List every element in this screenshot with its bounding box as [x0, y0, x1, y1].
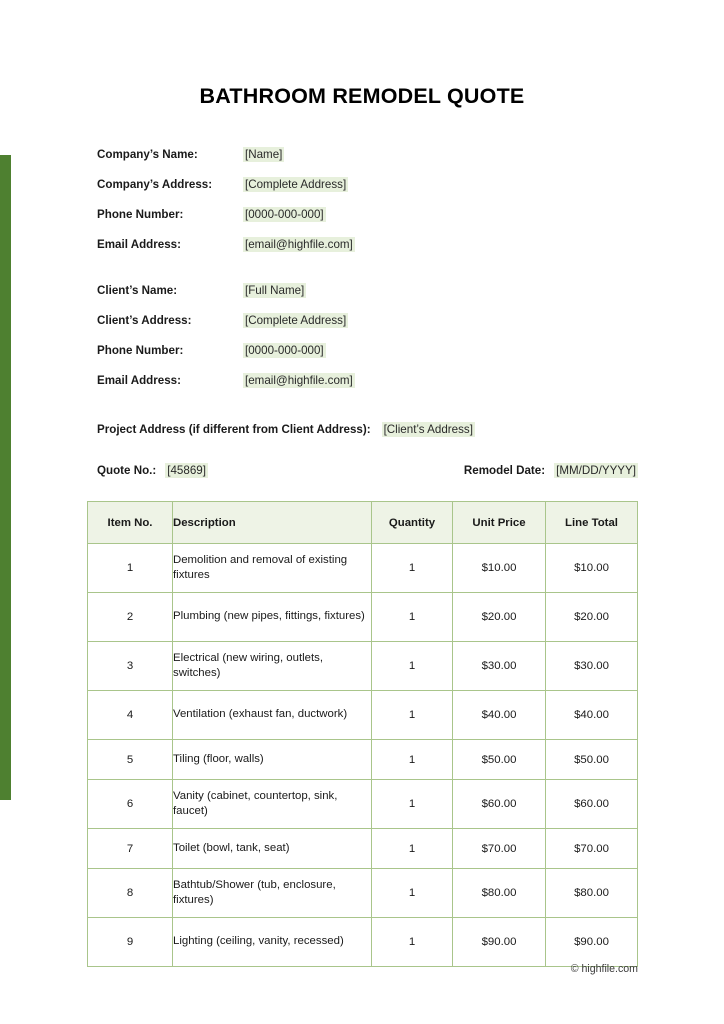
- table-row: [88, 642, 638, 691]
- line-items-header: [88, 502, 638, 544]
- cell-line-total: $50.00: [546, 740, 638, 780]
- column-header-unit-price: Unit Price: [453, 502, 546, 544]
- client-name-row: [97, 283, 637, 313]
- quote-number-value[interactable]: [45869]: [167, 464, 206, 477]
- cell-line-total: $10.00: [546, 544, 638, 593]
- cell-item-no: 4: [88, 691, 173, 740]
- client-email-label: Email Address:: [97, 374, 181, 387]
- company-phone-value[interactable]: [0000-000-000]: [245, 208, 324, 221]
- client-name-value[interactable]: [Full Name]: [245, 284, 305, 297]
- quote-meta-row: [97, 463, 638, 478]
- company-email-row: [97, 237, 637, 267]
- company-phone-label: Phone Number:: [97, 208, 184, 221]
- cell-item-no: 6: [88, 780, 173, 829]
- company-address-label: Company’s Address:: [97, 178, 213, 191]
- quote-number-group: [97, 463, 208, 478]
- cell-description: Tiling (floor, walls): [173, 740, 372, 780]
- cell-item-no: 1: [88, 544, 173, 593]
- remodel-date-value[interactable]: [MM/DD/YYYY]: [556, 464, 636, 477]
- client-email-row: [97, 373, 637, 403]
- client-phone-row: [97, 343, 637, 373]
- client-address-label: Client’s Address:: [97, 314, 192, 327]
- cell-item-no: 7: [88, 829, 173, 869]
- table-row: [88, 829, 638, 869]
- cell-line-total: $40.00: [546, 691, 638, 740]
- page-title: BATHROOM REMODEL QUOTE: [199, 84, 525, 108]
- table-row: [88, 780, 638, 829]
- footer-credit: © highfile.com: [570, 963, 638, 975]
- decorative-accent-bar: [0, 155, 11, 800]
- company-name-label: Company’s Name:: [97, 148, 198, 161]
- cell-description: Vanity (cabinet, countertop, sink, faucet): [173, 780, 372, 829]
- cell-unit-price: $90.00: [453, 918, 546, 967]
- project-address-row: [97, 422, 475, 437]
- cell-unit-price: $20.00: [453, 593, 546, 642]
- cell-unit-price: $10.00: [453, 544, 546, 593]
- company-email-label: Email Address:: [97, 238, 181, 251]
- cell-quantity: 1: [372, 642, 453, 691]
- cell-unit-price: $80.00: [453, 869, 546, 918]
- client-name-label: Client’s Name:: [97, 284, 178, 297]
- cell-item-no: 8: [88, 869, 173, 918]
- client-address-value[interactable]: [Complete Address]: [245, 314, 347, 327]
- cell-unit-price: $30.00: [453, 642, 546, 691]
- parties-field-block: [97, 147, 637, 403]
- client-address-row: [97, 313, 637, 343]
- table-row: [88, 691, 638, 740]
- cell-description: Demolition and removal of existing fixtures: [173, 544, 372, 593]
- cell-quantity: 1: [372, 691, 453, 740]
- cell-quantity: 1: [372, 593, 453, 642]
- line-items-table: [87, 501, 638, 967]
- quote-number-label: Quote No.:: [97, 464, 157, 477]
- company-address-value[interactable]: [Complete Address]: [245, 178, 347, 191]
- column-header-quantity: Quantity: [372, 502, 453, 544]
- cell-description: Bathtub/Shower (tub, enclosure, fixtures): [173, 869, 372, 918]
- table-row: [88, 869, 638, 918]
- cell-line-total: $20.00: [546, 593, 638, 642]
- company-email-value[interactable]: [email@highfile.com]: [245, 238, 353, 251]
- cell-quantity: 1: [372, 869, 453, 918]
- cell-quantity: 1: [372, 829, 453, 869]
- table-row: [88, 593, 638, 642]
- cell-unit-price: $40.00: [453, 691, 546, 740]
- cell-line-total: $30.00: [546, 642, 638, 691]
- cell-line-total: $70.00: [546, 829, 638, 869]
- project-address-label: Project Address (if different from Client Address):: [97, 423, 371, 436]
- section-spacer: [97, 267, 637, 283]
- column-header-item-no: Item No.: [88, 502, 173, 544]
- company-address-row: [97, 177, 637, 207]
- cell-line-total: $60.00: [546, 780, 638, 829]
- client-phone-value[interactable]: [0000-000-000]: [245, 344, 324, 357]
- client-phone-label: Phone Number:: [97, 344, 184, 357]
- cell-item-no: 5: [88, 740, 173, 780]
- table-row: [88, 740, 638, 780]
- cell-description: Plumbing (new pipes, fittings, fixtures): [173, 593, 372, 642]
- cell-unit-price: $70.00: [453, 829, 546, 869]
- company-phone-row: [97, 207, 637, 237]
- cell-description: Ventilation (exhaust fan, ductwork): [173, 691, 372, 740]
- cell-description: Electrical (new wiring, outlets, switches): [173, 642, 372, 691]
- column-header-description: Description: [173, 502, 372, 544]
- column-header-line-total: Line Total: [546, 502, 638, 544]
- table-row: [88, 918, 638, 967]
- cell-line-total: $80.00: [546, 869, 638, 918]
- cell-unit-price: $50.00: [453, 740, 546, 780]
- cell-description: Lighting (ceiling, vanity, recessed): [173, 918, 372, 967]
- remodel-date-label: Remodel Date:: [463, 464, 546, 477]
- cell-quantity: 1: [372, 544, 453, 593]
- cell-item-no: 3: [88, 642, 173, 691]
- cell-item-no: 2: [88, 593, 173, 642]
- company-name-row: [97, 147, 637, 177]
- remodel-date-group: [464, 463, 638, 478]
- cell-line-total: $90.00: [546, 918, 638, 967]
- project-address-value[interactable]: [Client’s Address]: [383, 423, 473, 436]
- cell-item-no: 9: [88, 918, 173, 967]
- line-items-body: [88, 544, 638, 967]
- cell-description: Toilet (bowl, tank, seat): [173, 829, 372, 869]
- table-header-row: [88, 502, 638, 544]
- cell-quantity: 1: [372, 740, 453, 780]
- table-row: [88, 544, 638, 593]
- client-email-value[interactable]: [email@highfile.com]: [245, 374, 353, 387]
- cell-quantity: 1: [372, 780, 453, 829]
- company-name-value[interactable]: [Name]: [245, 148, 283, 161]
- cell-quantity: 1: [372, 918, 453, 967]
- cell-unit-price: $60.00: [453, 780, 546, 829]
